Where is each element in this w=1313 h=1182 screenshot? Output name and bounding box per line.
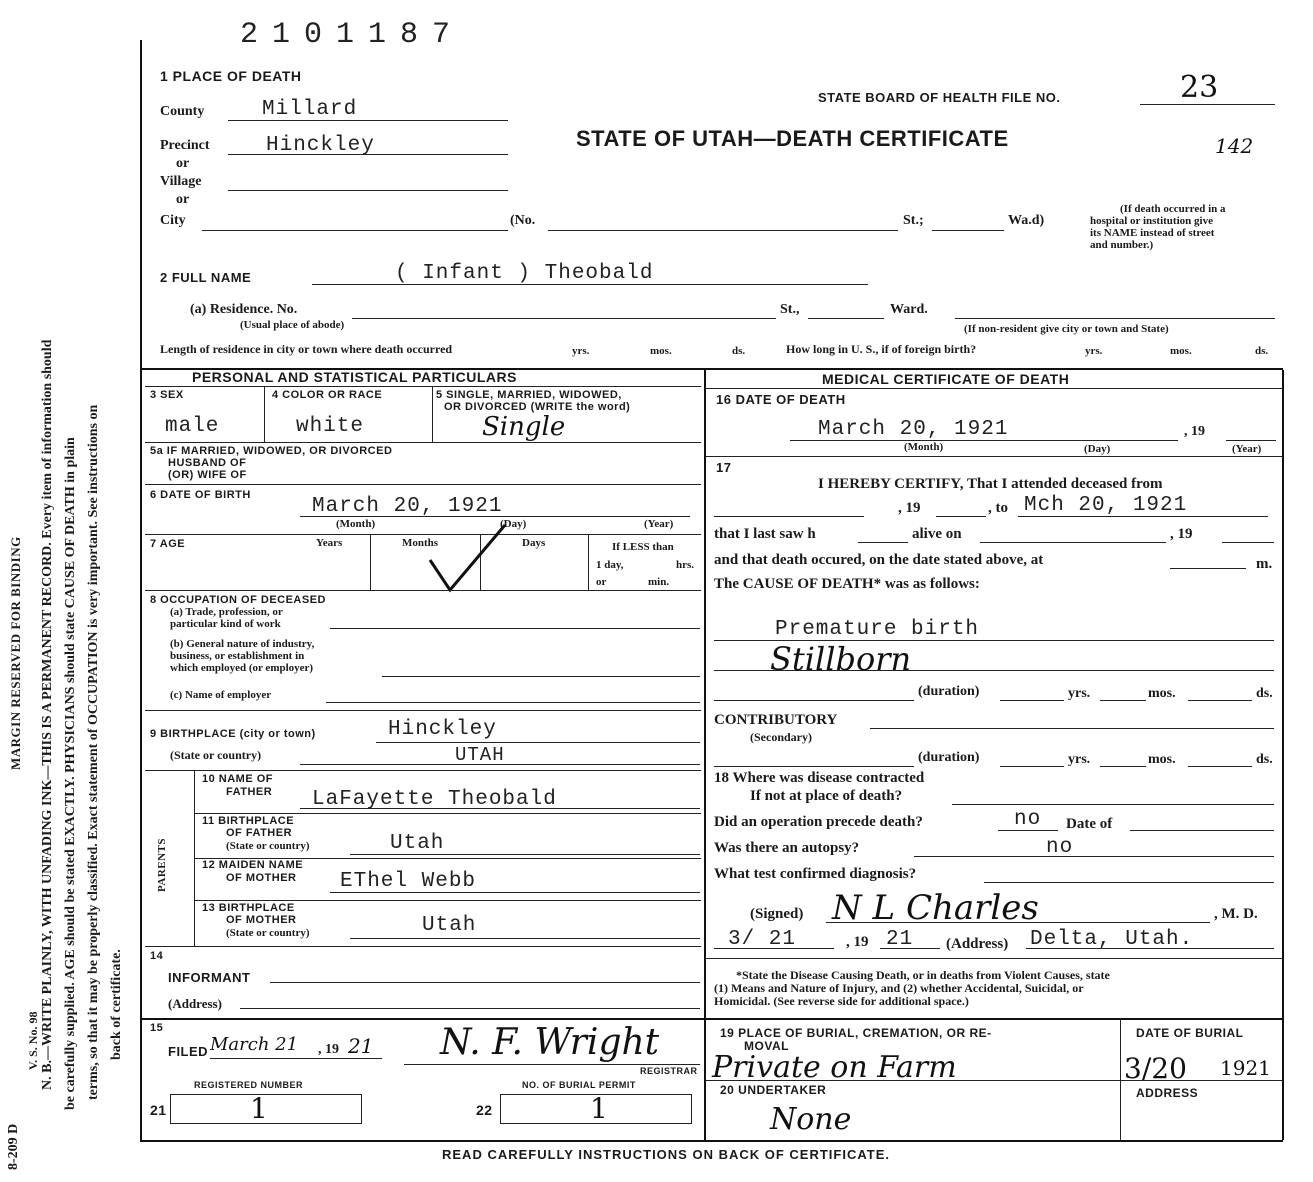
place-of-death-label: 1 PLACE OF DEATH bbox=[160, 68, 302, 84]
birthplace-value: Hinckley bbox=[388, 718, 497, 741]
dob-month-label: (Month) bbox=[336, 518, 376, 530]
age-label: 7 AGE bbox=[150, 538, 186, 550]
dod-label: 16 DATE OF DEATH bbox=[716, 392, 846, 407]
hospital-note-4: and number.) bbox=[1090, 239, 1154, 251]
full-name-label: 2 FULL NAME bbox=[160, 270, 252, 285]
certificate-number: 2101187 bbox=[240, 18, 465, 52]
hospital-note-1: (If death occurred in a bbox=[1120, 203, 1226, 215]
sex-label: 3 SEX bbox=[150, 389, 184, 401]
sign-address-value: Delta, Utah. bbox=[1030, 928, 1194, 951]
footnote-line-2: (1) Means and Nature of Injury, and (2) whether Accidental, Suicidal, or bbox=[714, 981, 1084, 995]
occupation-b-3: which employed (or employer) bbox=[170, 662, 314, 674]
frame-right bbox=[1282, 370, 1284, 1140]
binding-margin-label: MARGIN RESERVED FOR BINDING bbox=[8, 536, 23, 770]
burial-place-label-2: MOVAL bbox=[744, 1039, 789, 1053]
length-ds: ds. bbox=[732, 345, 746, 357]
city-st-label: St.; bbox=[903, 213, 924, 228]
contrib-yrs-label: yrs. bbox=[1068, 752, 1091, 767]
contrib-mos-label: mos. bbox=[1148, 752, 1176, 767]
dob-value: March 20, 1921 bbox=[312, 495, 503, 518]
mother-birthplace-value: Utah bbox=[422, 914, 477, 937]
age-hrs-label: hrs. bbox=[676, 559, 695, 571]
mother-birthplace-label-1: 13 BIRTHPLACE bbox=[202, 902, 295, 914]
alive-on-label: alive on bbox=[912, 526, 962, 542]
autopsy-label: Was there an autopsy? bbox=[714, 840, 860, 856]
birthplace-state-value: UTAH bbox=[455, 744, 505, 766]
cause-of-death-value: Premature birth bbox=[775, 618, 980, 641]
informant-number: 14 bbox=[150, 950, 164, 962]
city-no-label: (No. bbox=[510, 213, 536, 228]
burial-place-label-1: 19 PLACE OF BURIAL, CREMATION, OR RE- bbox=[720, 1026, 992, 1040]
certificate-title: STATE OF UTAH—DEATH CERTIFICATE bbox=[576, 126, 1009, 151]
mother-value: EThel Webb bbox=[340, 870, 477, 893]
cause-duration-label: (duration) bbox=[918, 684, 980, 699]
county-value: Millard bbox=[262, 98, 358, 121]
sign-year-value: 21 bbox=[886, 928, 914, 951]
parents-label: PARENTS bbox=[156, 837, 168, 892]
cause-of-death-handwritten: Stillborn bbox=[770, 640, 912, 678]
age-years-label: Years bbox=[316, 537, 343, 549]
dob-label: 6 DATE OF BIRTH bbox=[150, 489, 251, 501]
dod-value: March 20, 1921 bbox=[818, 418, 1009, 441]
precinct-label: Precinct bbox=[160, 138, 210, 153]
attended-to-label: , to bbox=[988, 500, 1008, 516]
dob-day-label: (Day) bbox=[500, 518, 527, 530]
contrib-ds-label: ds. bbox=[1256, 752, 1273, 767]
full-name-value: ( Infant ) Theobald bbox=[395, 262, 654, 285]
city-label: City bbox=[160, 213, 186, 228]
informant-label: INFORMANT bbox=[168, 970, 251, 985]
registered-number-num: 21 bbox=[150, 1102, 167, 1118]
dod-19: , 19 bbox=[1184, 424, 1205, 439]
filed-date: March 21 bbox=[210, 1034, 299, 1055]
burial-date-label: DATE OF BURIAL bbox=[1136, 1026, 1244, 1040]
center-divider bbox=[704, 368, 706, 1140]
father-birthplace-value: Utah bbox=[390, 832, 445, 855]
age-or-label: or bbox=[596, 576, 607, 588]
birthplace-state-label: (State or country) bbox=[170, 748, 262, 762]
frame-left bbox=[140, 40, 142, 1140]
occupation-b-2: business, or establishment in bbox=[170, 650, 305, 662]
dod-year-label: (Year) bbox=[1232, 443, 1262, 455]
q18-line-2: If not at place of death? bbox=[750, 788, 903, 804]
sign-year-prefix: , 19 bbox=[846, 934, 869, 950]
dob-year-label: (Year) bbox=[644, 518, 674, 530]
operation-value: no bbox=[1014, 808, 1042, 831]
contrib-duration-label: (duration) bbox=[918, 750, 980, 765]
registered-number-value: 1 bbox=[250, 1092, 268, 1125]
form-number: V. S. No. 98 bbox=[26, 1011, 40, 1070]
cause-of-death-label: The CAUSE OF DEATH* was as follows: bbox=[714, 576, 980, 592]
burial-date-year: 1921 bbox=[1220, 1056, 1271, 1080]
age-less-label: If LESS than bbox=[612, 541, 674, 553]
undertaker-value: None bbox=[770, 1102, 852, 1137]
last-saw-label: that I last saw h bbox=[714, 526, 816, 542]
personal-section-title: PERSONAL AND STATISTICAL PARTICULARS bbox=[192, 369, 517, 385]
age-months-label: Months bbox=[402, 537, 439, 549]
signed-label: (Signed) bbox=[750, 906, 804, 922]
age-1day-label: 1 day, bbox=[596, 559, 624, 571]
attended-from-19: , 19 bbox=[898, 500, 921, 516]
us-mos: mos. bbox=[1170, 345, 1192, 357]
marital-label-1: 5 SINGLE, MARRIED, WIDOWED, bbox=[436, 389, 622, 401]
filed-number: 15 bbox=[150, 1022, 164, 1034]
file-no-value: 23 bbox=[1180, 70, 1219, 105]
occupation-label: 8 OCCUPATION OF DECEASED bbox=[150, 594, 326, 606]
cause-mos-label: mos. bbox=[1148, 686, 1176, 701]
cause-ds-label: ds. bbox=[1256, 686, 1273, 701]
mother-label-2: OF MOTHER bbox=[226, 872, 297, 884]
burial-date-value: 3/20 bbox=[1124, 1052, 1187, 1085]
instructions-line-4: back of certificate. bbox=[109, 949, 124, 1060]
age-slash-mark bbox=[420, 520, 510, 600]
operation-label: Did an operation precede death? bbox=[714, 814, 923, 830]
marital-label-2: OR DIVORCED (WRITE the word) bbox=[444, 401, 631, 413]
file-no-label: STATE BOARD OF HEALTH FILE NO. bbox=[818, 90, 1061, 105]
burial-permit-label: NO. OF BURIAL PERMIT bbox=[522, 1080, 636, 1090]
mother-label-1: 12 MAIDEN NAME bbox=[202, 859, 304, 871]
nonresident-note: (If non-resident give city or town and State) bbox=[964, 323, 1169, 335]
attended-to-value: Mch 20, 1921 bbox=[1024, 494, 1188, 517]
age-days-label: Days bbox=[522, 537, 546, 549]
sign-date-value: 3/ 21 bbox=[728, 928, 797, 951]
alive-on-19: , 19 bbox=[1170, 526, 1193, 542]
certify-statement: I HEREBY CERTIFY, That I attended deceased from bbox=[818, 476, 1163, 492]
num-17: 17 bbox=[716, 460, 732, 475]
filed-label: FILED bbox=[168, 1044, 209, 1059]
or-label-1: or bbox=[176, 156, 190, 171]
informant-address-label: (Address) bbox=[168, 996, 222, 1011]
length-yrs: yrs. bbox=[572, 345, 590, 357]
residence-label: (a) Residence. No. bbox=[190, 302, 298, 317]
physician-signature: N L Charles bbox=[832, 888, 1039, 928]
instructions-line-2: be carefully supplied. AGE should be stated EXACTLY. PHYSICIANS should state CAUSE OF DEATH in plain bbox=[63, 437, 78, 1110]
father-birthplace-label-1: 11 BIRTHPLACE bbox=[202, 815, 295, 827]
burial-place-value: Private on Farm bbox=[712, 1050, 957, 1085]
age-min-label: min. bbox=[648, 576, 670, 588]
color-label: 4 COLOR OR RACE bbox=[272, 389, 383, 401]
dod-month-label: (Month) bbox=[904, 441, 944, 453]
spouse-label-3: (OR) WIFE OF bbox=[168, 469, 247, 481]
death-m-label: m. bbox=[1256, 556, 1273, 572]
footnote-line-1: *State the Disease Causing Death, or in deaths from Violent Causes, state bbox=[736, 968, 1110, 982]
occupation-c: (c) Name of employer bbox=[170, 689, 272, 701]
spouse-label-2: HUSBAND OF bbox=[168, 457, 247, 469]
frame-bottom bbox=[140, 1140, 1283, 1142]
precinct-value: Hinckley bbox=[266, 134, 375, 157]
hospital-note-3: its NAME instead of street bbox=[1090, 227, 1215, 239]
test-confirmed-label: What test confirmed diagnosis? bbox=[714, 866, 917, 882]
contributory-label: CONTRIBUTORY bbox=[714, 712, 838, 728]
instructions-line-3: terms, so that it may be properly classified. Exact statement of OCCUPATION is very important. See instructions on bbox=[86, 404, 101, 1100]
hospital-note-2: hospital or institution give bbox=[1090, 215, 1213, 227]
color-value: white bbox=[296, 415, 365, 438]
length-of-residence-label: Length of residence in city or town where death occurred bbox=[160, 342, 453, 356]
sign-address-label: (Address) bbox=[946, 936, 1009, 952]
medical-section-title: MEDICAL CERTIFICATE OF DEATH bbox=[822, 371, 1070, 387]
burial-permit-value: 1 bbox=[590, 1092, 608, 1125]
filed-year: 21 bbox=[348, 1034, 374, 1058]
occupation-a-2: particular kind of work bbox=[170, 618, 281, 630]
father-label-1: 10 NAME OF bbox=[202, 773, 274, 785]
us-yrs: yrs. bbox=[1085, 345, 1103, 357]
marital-value: Single bbox=[482, 412, 566, 442]
dod-day-label: (Day) bbox=[1084, 443, 1111, 455]
footnote-line-3: Homicidal. (See reverse side for additional space.) bbox=[714, 994, 969, 1008]
father-birthplace-label-3: (State or country) bbox=[226, 840, 310, 852]
length-mos: mos. bbox=[650, 345, 672, 357]
residence-st-label: St., bbox=[780, 302, 800, 317]
city-ward-label: Wa.d) bbox=[1008, 213, 1045, 228]
death-occurred-label: and that death occured, on the date stated above, at bbox=[714, 552, 1044, 568]
cause-yrs-label: yrs. bbox=[1068, 686, 1091, 701]
county-label: County bbox=[160, 104, 205, 119]
autopsy-value: no bbox=[1046, 836, 1074, 859]
undertaker-label: 20 UNDERTAKER bbox=[720, 1083, 827, 1097]
sex-value: male bbox=[165, 415, 220, 438]
birthplace-label: 9 BIRTHPLACE (city or town) bbox=[150, 728, 316, 740]
burial-permit-num: 22 bbox=[476, 1102, 493, 1118]
secondary-label: (Secondary) bbox=[750, 730, 812, 744]
operation-date-label: Date of bbox=[1066, 816, 1113, 832]
footer-instructions: READ CAREFULLY INSTRUCTIONS ON BACK OF CERTIFICATE. bbox=[442, 1147, 890, 1162]
residence-sub-label: (Usual place of abode) bbox=[240, 319, 345, 331]
us-ds: ds. bbox=[1255, 345, 1269, 357]
village-label: Village bbox=[160, 174, 202, 189]
registrar-label: REGISTRAR bbox=[640, 1066, 698, 1076]
corner-mark: 142 bbox=[1215, 134, 1254, 158]
residence-ward-label: Ward. bbox=[890, 302, 928, 317]
instructions-line-1: N. B.—WRITE PLAINLY, WITH UNFADING INK—THIS IS A PERMANENT RECORD. Every item of information should bbox=[40, 339, 55, 1090]
filed-year-prefix: , 19 bbox=[318, 1042, 339, 1057]
spouse-label-1: 5a IF MARRIED, WIDOWED, OR DIVORCED bbox=[150, 445, 393, 457]
mother-birthplace-label-2: OF MOTHER bbox=[226, 914, 297, 926]
registered-number-label: REGISTERED NUMBER bbox=[194, 1080, 304, 1090]
md-label: , M. D. bbox=[1214, 906, 1258, 922]
registrar-signature: N. F. Wright bbox=[440, 1022, 660, 1063]
undertaker-address-label: ADDRESS bbox=[1136, 1086, 1199, 1100]
occupation-b-1: (b) General nature of industry, bbox=[170, 638, 315, 650]
or-label-2: or bbox=[176, 192, 190, 207]
father-label-2: FATHER bbox=[226, 786, 273, 798]
father-birthplace-label-2: OF FATHER bbox=[226, 827, 293, 839]
us-label: How long in U. S., if of foreign birth? bbox=[786, 342, 977, 356]
father-value: LaFayette Theobald bbox=[312, 788, 557, 811]
mother-birthplace-label-3: (State or country) bbox=[226, 927, 310, 939]
occupation-a-1: (a) Trade, profession, or bbox=[170, 606, 283, 618]
q18-line-1: 18 Where was disease contracted bbox=[714, 770, 925, 786]
form-code: 8-209 D bbox=[6, 1123, 21, 1170]
